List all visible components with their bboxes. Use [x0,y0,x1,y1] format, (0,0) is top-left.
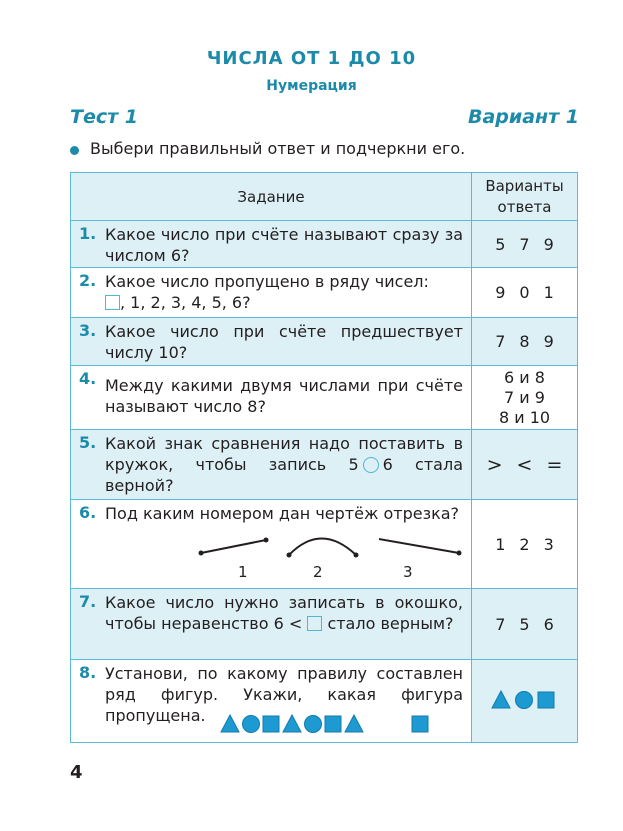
circle-icon [243,716,260,733]
shape-sequence [219,712,433,734]
answer-option[interactable]: 6 и 8 [504,367,545,387]
answer-option[interactable]: 5 [495,234,506,254]
answer-option[interactable]: 1 [495,534,506,554]
answer-option[interactable]: > [486,453,503,476]
segment-figure-1 [199,538,269,556]
question-text [105,430,463,496]
question-text-part: Какое число пропущено в ряду чисел: [105,272,429,291]
figure-label: 3 [403,563,413,581]
answer-options [472,660,578,743]
table-row [71,500,578,589]
answer-option[interactable]: 5 [519,614,530,634]
ray-figure-3 [379,539,462,556]
answer-options [472,366,578,430]
answer-options [472,268,578,318]
answer-option[interactable]: 7 и 9 [504,387,545,407]
question-text [105,268,463,313]
circle-icon [305,716,322,733]
question-text-part: стало верным? [327,614,454,633]
figure-label: 2 [313,563,323,581]
question-number: 1. [79,224,97,243]
triangle-icon [221,715,239,732]
question-text: Между какими двумя числами при счёте называют число 8? [105,376,463,416]
answer-option[interactable]: 8 и 10 [498,407,551,427]
answer-option[interactable]: = [546,453,563,476]
answer-options [472,318,578,366]
answer-option[interactable]: 9 [543,234,554,254]
answer-shapes [490,688,560,710]
answer-option[interactable]: 3 [543,534,554,554]
header-answers [472,173,578,221]
square-icon [325,716,341,732]
instruction-text: Выбери правильный ответ и подчеркни его. [90,139,466,158]
table-row [71,221,578,268]
square-icon [412,716,428,732]
question-text [105,589,463,634]
answer-option[interactable]: 7 [495,614,506,634]
question-number: 8. [79,663,97,682]
answer-option[interactable]: 8 [519,332,530,351]
square-icon [263,716,279,732]
answer-options [472,500,578,589]
question-number: 3. [79,321,97,340]
answer-option[interactable]: 6 [543,614,554,634]
answer-options [472,430,578,500]
bullet-icon [70,146,79,155]
test-table [70,172,578,743]
question-text-part: , 1, 2, 3, 4, 5, 6? [120,293,251,312]
question-text-part: Какое число нужно записать в окошко, чтобы неравенство 6 < [105,593,463,633]
question-number: 6. [79,503,97,522]
question-text: Под каким номером дан чертёж отрезка? [105,504,460,523]
header-task: Задание [71,173,472,221]
answer-option[interactable]: < [516,453,533,476]
answer-option[interactable]: 2 [519,534,530,554]
table-row [71,268,578,318]
table-row [71,589,578,660]
square-icon[interactable] [538,692,554,708]
page-number: 4 [70,762,83,783]
segment-figures [191,530,471,582]
table-row [71,318,578,366]
header-answers-label: Варианты ответа [485,176,564,216]
answer-options [472,589,578,660]
question-number: 4. [79,369,97,388]
empty-box-icon [307,616,322,631]
empty-box-icon [105,295,120,310]
question-number: 5. [79,433,97,452]
empty-circle-icon [363,457,379,473]
triangle-icon[interactable] [492,691,510,708]
answer-option[interactable]: 7 [519,234,530,254]
table-row [71,660,578,743]
question-text-part: Какой знак сравнения надо поставить в кружок, чтобы запись 5 [105,434,463,474]
table-row [71,366,578,430]
variant-label: Вариант 1 [467,106,579,128]
question-text-part: 6 стала верной? [105,455,464,495]
answer-options [472,221,578,268]
question-text: Какое число при счёте называют сразу за числом 6? [105,225,463,265]
question-number: 2. [79,271,97,290]
question-text: Установи, по какому правилу составлен ряд фигур. Укажи, какая фигура пропущена. [105,664,463,725]
question-number: 7. [79,592,97,611]
answer-option[interactable]: 1 [543,283,554,302]
question-text: Какое число при счёте предшествует числу 10? [105,322,463,362]
page-title: ЧИСЛА ОТ 1 ДО 10 [206,48,417,69]
table-header-row [71,173,578,221]
test-label: Тест 1 [70,106,138,128]
triangle-icon [283,715,301,732]
answer-option[interactable]: 0 [519,283,530,302]
triangle-icon [345,715,363,732]
circle-icon[interactable] [515,692,532,709]
arc-figure-2 [287,539,359,558]
figure-label: 1 [238,563,248,581]
answer-option[interactable]: 9 [543,332,554,351]
page-subtitle: Нумерация [266,78,357,94]
answer-option[interactable]: 7 [495,332,506,351]
answer-option[interactable]: 9 [495,283,506,302]
table-row [71,430,578,500]
